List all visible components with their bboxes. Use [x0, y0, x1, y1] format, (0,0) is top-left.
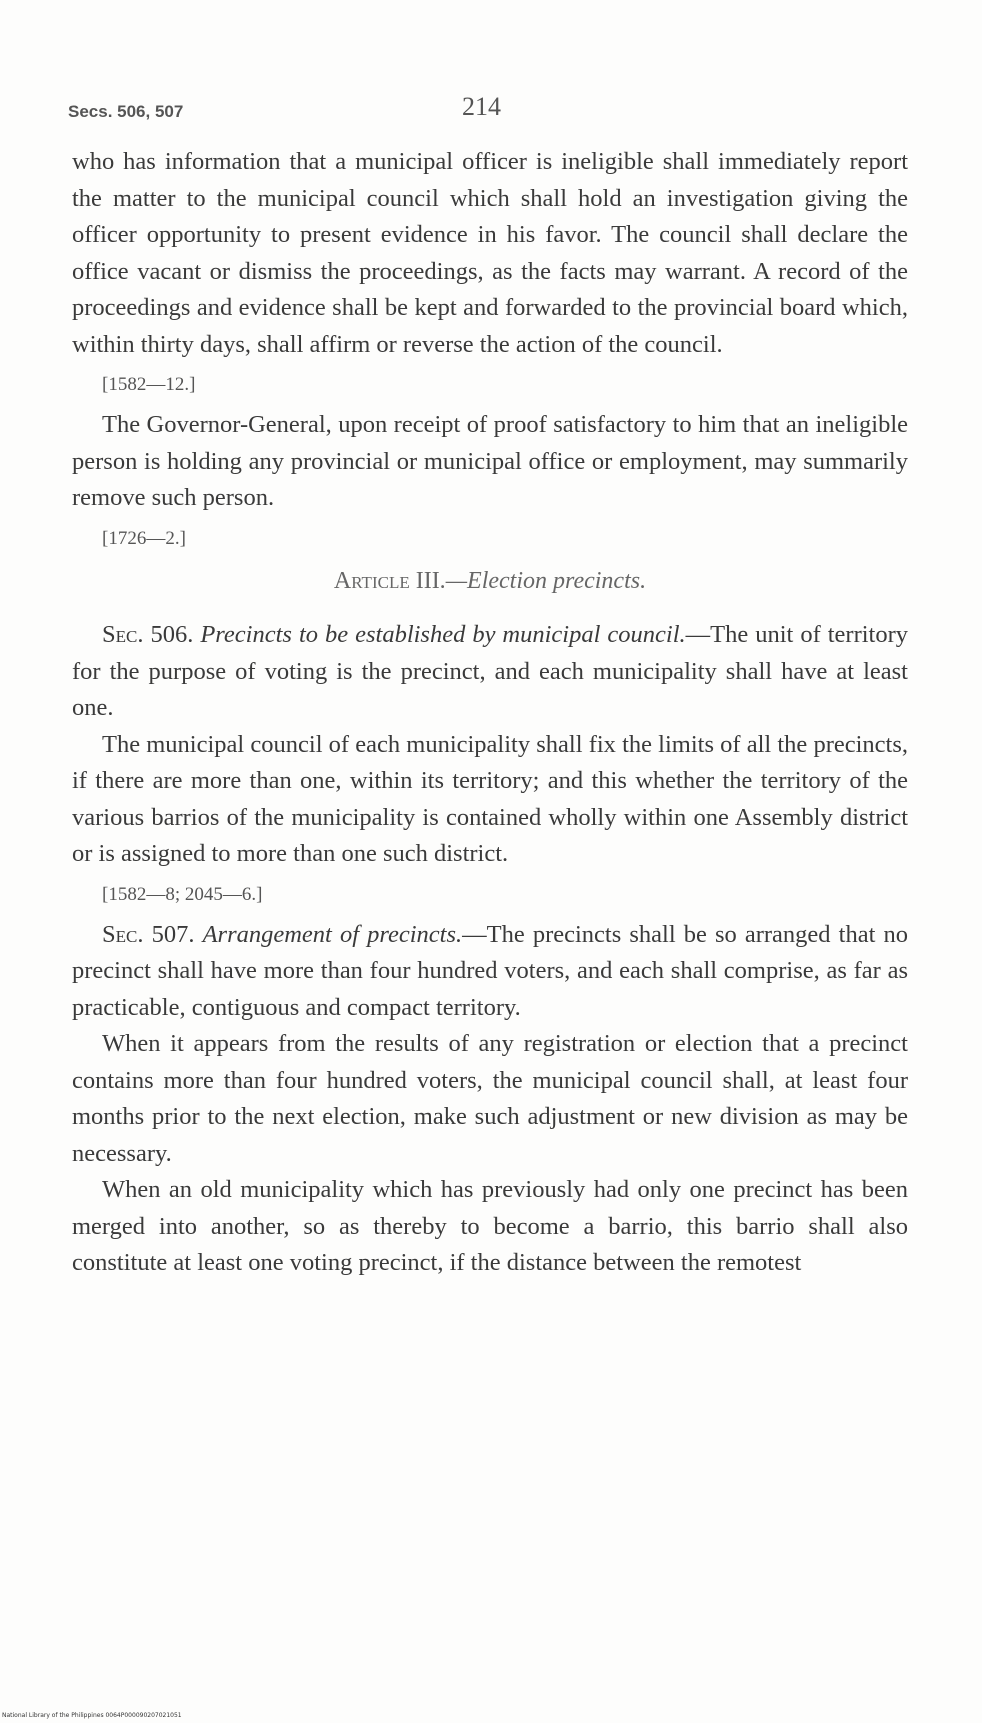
citation: [1582—12.]: [102, 374, 196, 395]
section-506: [72, 617, 908, 727]
paragraph-old-municipality: When an old municipality which has previously had only one precinct has been merged into another, so as thereby to become a barrio, this barrio shall also constitute at least one voting precinct, if the distance between the remotest: [72, 1176, 908, 1276]
article-title: —Election precincts.: [445, 567, 647, 594]
section-title: Arrangement of precincts.: [202, 920, 463, 948]
paragraph-precinct-limits: The municipal council of each municipality shall fix the limits of all the precincts, if there are more than one, within its territory; and this whether the territory of the various barrios of the municipality is contained wholly within one Assembly district or is assigned to more than one such district.: [72, 730, 908, 867]
section-text: —The precincts shall be so arranged that no precinct shall have more than four hundred voters, and each shall comprise, as far as practicable, contiguous and compact territory.: [72, 920, 908, 1021]
section-title: Precincts to be established by municipal council.: [200, 621, 686, 648]
article-label: Article III.: [333, 567, 446, 594]
body-text: [72, 144, 908, 1282]
section-507: [72, 917, 908, 1027]
article-heading: [72, 563, 908, 600]
paragraph-registration: When it appears from the results of any registration or election that a precinct contains more than four hundred voters, the municipal council shall, at least four months prior to the next election, make such adjustment or new division as may be necessary.: [72, 1030, 908, 1167]
citation: [1726—2.]: [102, 527, 186, 549]
section-label: Sec. 507.: [102, 920, 195, 948]
paragraph-governor-general: The Governor-General, upon receipt of proof satisfactory to him that an ineligible person is holding any provincial or municipal office or employment, may summarily remove such person.: [72, 411, 908, 511]
section-label: Sec. 506.: [102, 621, 194, 648]
paragraph-continuation: who has information that a municipal officer is ineligible shall immediately report the matter to the municipal council which shall hold an investigation giving the officer opportunity to present evidence in his favor. The council shall declare the office vacant or dismiss the proceedings, as the facts may warrant. A record of the proceedings and evidence shall be kept and forwarded to the provincial board which, within thirty days, shall affirm or reverse the action of the council.: [72, 148, 908, 358]
section-text: —The unit of territory for the purpose of voting is the precinct, and each municipality shall have at least one.: [72, 621, 909, 721]
scan-footer: National Library of the Philippines 0064P000090207021051: [2, 1712, 182, 1719]
page-number: 214: [462, 92, 501, 121]
page-header: [68, 92, 908, 128]
citation: [1582—8; 2045—6.]: [102, 883, 263, 905]
running-head: Secs. 506, 507: [68, 102, 184, 121]
